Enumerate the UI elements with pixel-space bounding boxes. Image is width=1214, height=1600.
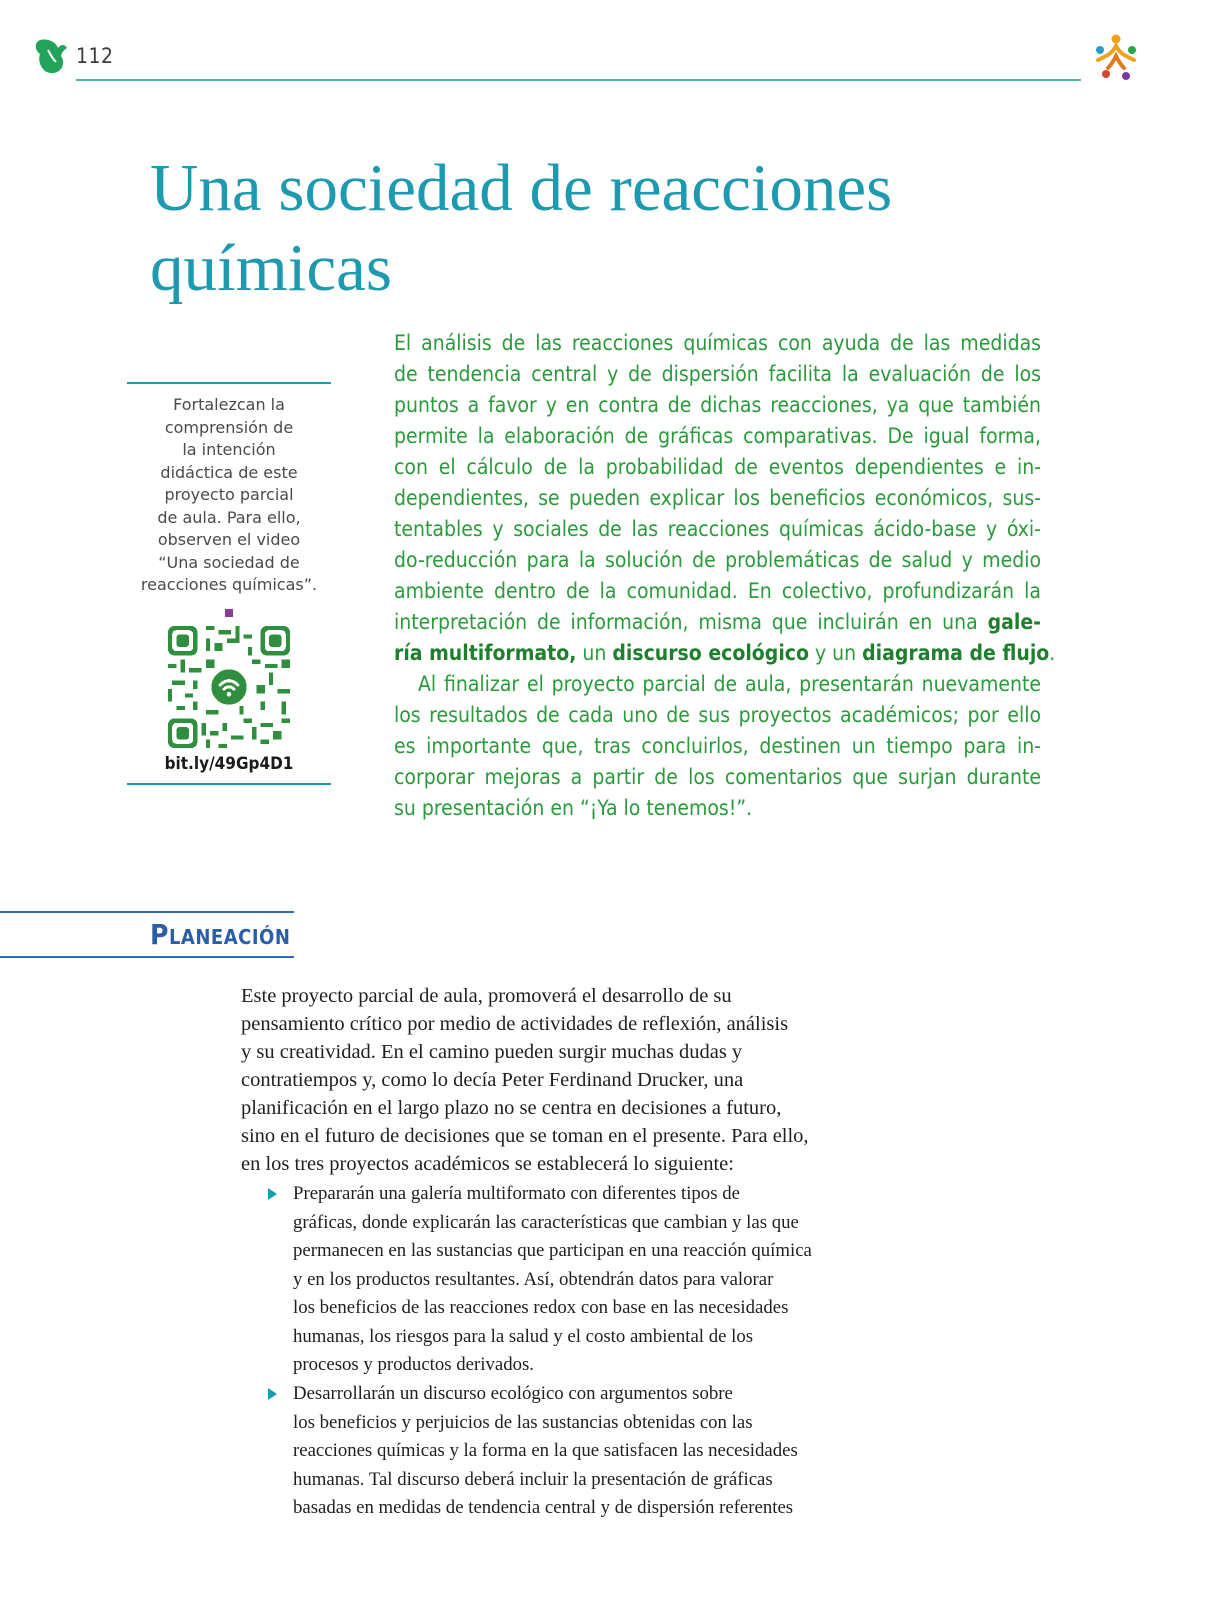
intro-paragraph-1 [394,328,1056,824]
sidebar-line: comprensión de [164,417,294,437]
bullet-triangle-icon [268,1188,277,1200]
intro-line: los resultados de cada uno de sus proyectos académicos; por ello [394,703,1041,727]
section-heading: Planeación [150,918,291,951]
header-rule [76,79,1081,81]
sidebar-bottom-rule [127,783,331,785]
bullet-line: permanecen en las sustancias que participan en una reacción química [293,1240,812,1261]
sidebar-line: la intención [182,440,276,459]
sidebar-line: reacciones químicas”. [140,575,318,594]
intro-line: corporar mejoras a partir de los comentarios que surjan durante [394,765,1041,789]
sidebar-line: proyecto parcial [164,485,294,504]
sidebar-top-rule [127,382,331,384]
intro-line: tentables y sociales de las reacciones químicas ácido-base y óxi- [394,517,1041,541]
bullet-line: y en los productos resultantes. Así, obtendrán datos para valorar [293,1268,774,1290]
sidebar-line: Fortalezcan la [173,395,285,414]
body-paragraph [241,982,881,1178]
intro-line: puntos a favor y en contra de dichas reacciones, ya que también [394,393,1041,417]
bullet-item [268,1380,908,1530]
bullet-line: Prepararán una galería multiformato con diferentes tipos de [293,1183,740,1204]
sidebar-line: “Una sociedad de [158,552,300,572]
sidebar-line: didáctica de este [160,462,298,482]
community-emblem-icon [1088,30,1144,86]
bullet-line: Desarrollarán un discurso ecológico con argumentos sobre [293,1383,733,1404]
bullet-line: procesos y productos derivados. [293,1354,534,1375]
intro-line: es importante que, tras concluirlos, destinen un tiempo para in- [394,734,1041,758]
intro-text: un [576,641,613,665]
section-rule-bottom [0,956,294,958]
bullet-line: basadas en medidas de tendencia central y de dispersión referentes [293,1497,794,1518]
title-line-2: químicas [150,231,392,305]
intro-line: de tendencia central y de dispersión facilita la evaluación de los [394,362,1041,386]
intro-text: . [1049,641,1056,665]
intro-bold-term: discurso ecológico [612,641,809,665]
sidebar-marker [225,609,233,617]
bullet-line: los beneficios de las reacciones redox con base en las necesidades [293,1297,789,1318]
intro-bold-term: diagrama de flujo [862,641,1050,665]
title-line-1: Una sociedad de reacciones [150,151,893,225]
bullet-item [268,1180,908,1385]
book-logo-icon [34,36,68,76]
body-line: pensamiento crítico por medio de actividades de reflexión, análisis [241,1013,789,1035]
qr-code-icon[interactable] [168,626,290,748]
intro-line: Al finalizar el proyecto parcial de aula, presentarán nuevamente [418,672,1041,696]
intro-line-with-bold [394,638,1056,669]
bullet-text [293,1180,812,1380]
body-line: planificación en el largo plazo no se centra en decisiones a futuro, [241,1097,782,1119]
body-line: y su creatividad. En el camino pueden surgir muchas dudas y [241,1041,743,1063]
intro-line: con el cálculo de la probabilidad de eventos dependientes e in- [394,455,1041,479]
sidebar-line: observen el video [157,530,301,549]
intro-bold-term: gale- [987,610,1042,634]
page-title [150,148,1050,308]
intro-line: dependientes, se pueden explicar los beneficios económicos, sus- [394,486,1041,510]
intro-text: interpretación de información, misma que incluirán en una [394,610,978,634]
bullet-text [293,1380,798,1523]
intro-line-with-bold [394,607,1041,638]
body-line: Este proyecto parcial de aula, promoverá el desarrollo de su [241,985,732,1007]
bullet-line: reacciones químicas y la forma en la que satisfacen las necesidades [293,1440,798,1461]
page-number: 112 [76,44,114,68]
intro-bold-term: ría multiformato, [394,641,577,665]
body-line: sino en el futuro de decisiones que se toman en el presente. Para ello, [241,1125,809,1147]
bullet-line: gráficas, donde explicarán las características que cambian y las que [293,1211,799,1233]
bullet-triangle-icon [268,1388,277,1400]
qr-url[interactable]: bit.ly/49Gp4D1 [164,754,294,774]
intro-line: permite la elaboración de gráficas comparativas. De igual forma, [394,424,1041,448]
intro-line: su presentación en “¡Ya lo tenemos!”. [394,796,753,820]
section-rule-top [0,911,294,913]
intro-text: y un [808,641,863,665]
intro-line: do-reducción para la solución de problemáticas de salud y medio [394,548,1041,572]
body-line: en los tres proyectos académicos se establecerá lo siguiente: [241,1153,734,1175]
intro-line: ambiente dentro de la comunidad. En colectivo, profundizarán la [394,579,1041,603]
body-line: contratiempos y, como lo decía Peter Ferdinand Drucker, una [241,1069,744,1091]
intro-line: El análisis de las reacciones químicas con ayuda de las medidas [394,331,1041,355]
bullet-line: los beneficios y perjuicios de las sustancias obtenidas con las [293,1411,753,1433]
sidebar-line: de aula. Para ello, [157,507,301,527]
bullet-line: humanas, los riesgos para la salud y el costo ambiental de los [293,1325,754,1347]
sidebar-note [127,394,331,597]
bullet-line: humanas. Tal discurso deberá incluir la presentación de gráficas [293,1468,773,1490]
